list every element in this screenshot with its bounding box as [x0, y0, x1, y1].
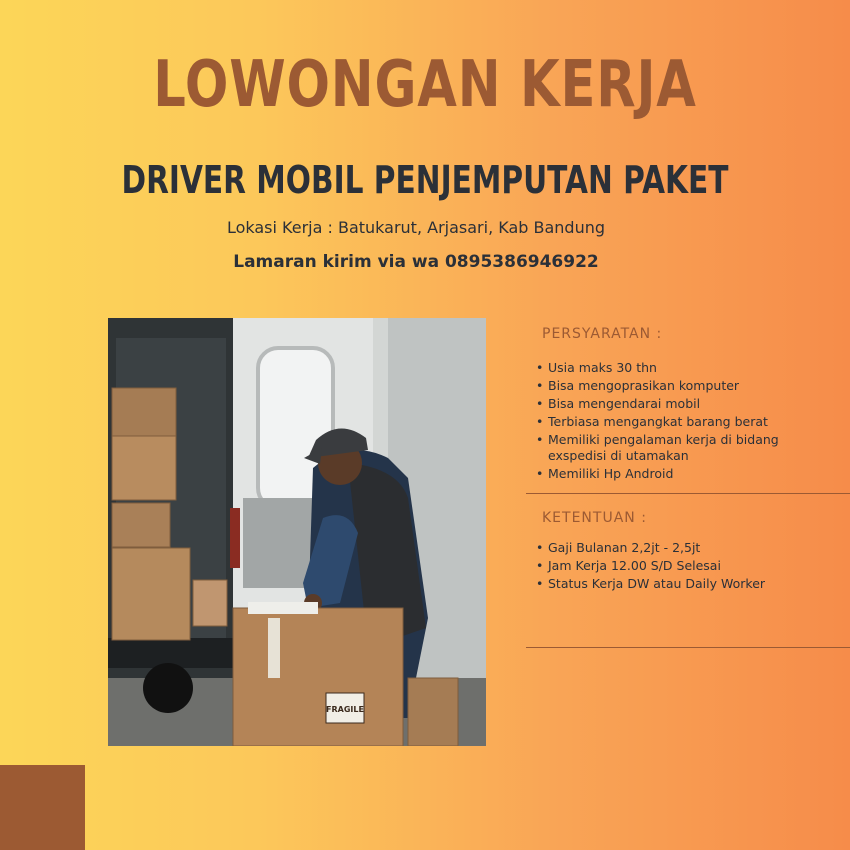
terms-list: [536, 540, 826, 594]
terms-heading: KETENTUAN :: [542, 510, 647, 526]
list-item: • Terbiasa mengangkat barang berat: [536, 414, 826, 430]
delivery-driver-photo: [108, 318, 486, 746]
list-item: • Gaji Bulanan 2,2jt - 2,5jt: [536, 540, 826, 556]
list-item: • Memiliki pengalaman kerja di bidang exspedisi di utamakan: [536, 432, 826, 464]
list-item: • Bisa mengoprasikan komputer: [536, 378, 826, 394]
list-item: • Memiliki Hp Android: [536, 466, 826, 482]
requirements-heading: PERSYARATAN :: [542, 326, 663, 342]
work-location: Lokasi Kerja : Batukarut, Arjasari, Kab Bandung: [226, 218, 606, 237]
corner-decoration: [0, 765, 85, 850]
contact-info: Lamaran kirim via wa 0895386946922: [233, 252, 599, 272]
list-item: • Status Kerja DW atau Daily Worker: [536, 576, 826, 592]
requirements-list: [536, 360, 826, 484]
list-item: • Usia maks 30 thn: [536, 360, 826, 376]
list-item: • Bisa mengendarai mobil: [536, 396, 826, 412]
fragile-label: FRAGILE: [326, 705, 364, 714]
section-divider: [526, 493, 850, 494]
poster-title: LOWONGAN KERJA: [153, 48, 697, 122]
list-item: • Jam Kerja 12.00 S/D Selesai: [536, 558, 826, 574]
section-divider: [526, 647, 850, 648]
job-position-title: DRIVER MOBIL PENJEMPUTAN PAKET: [121, 158, 729, 202]
